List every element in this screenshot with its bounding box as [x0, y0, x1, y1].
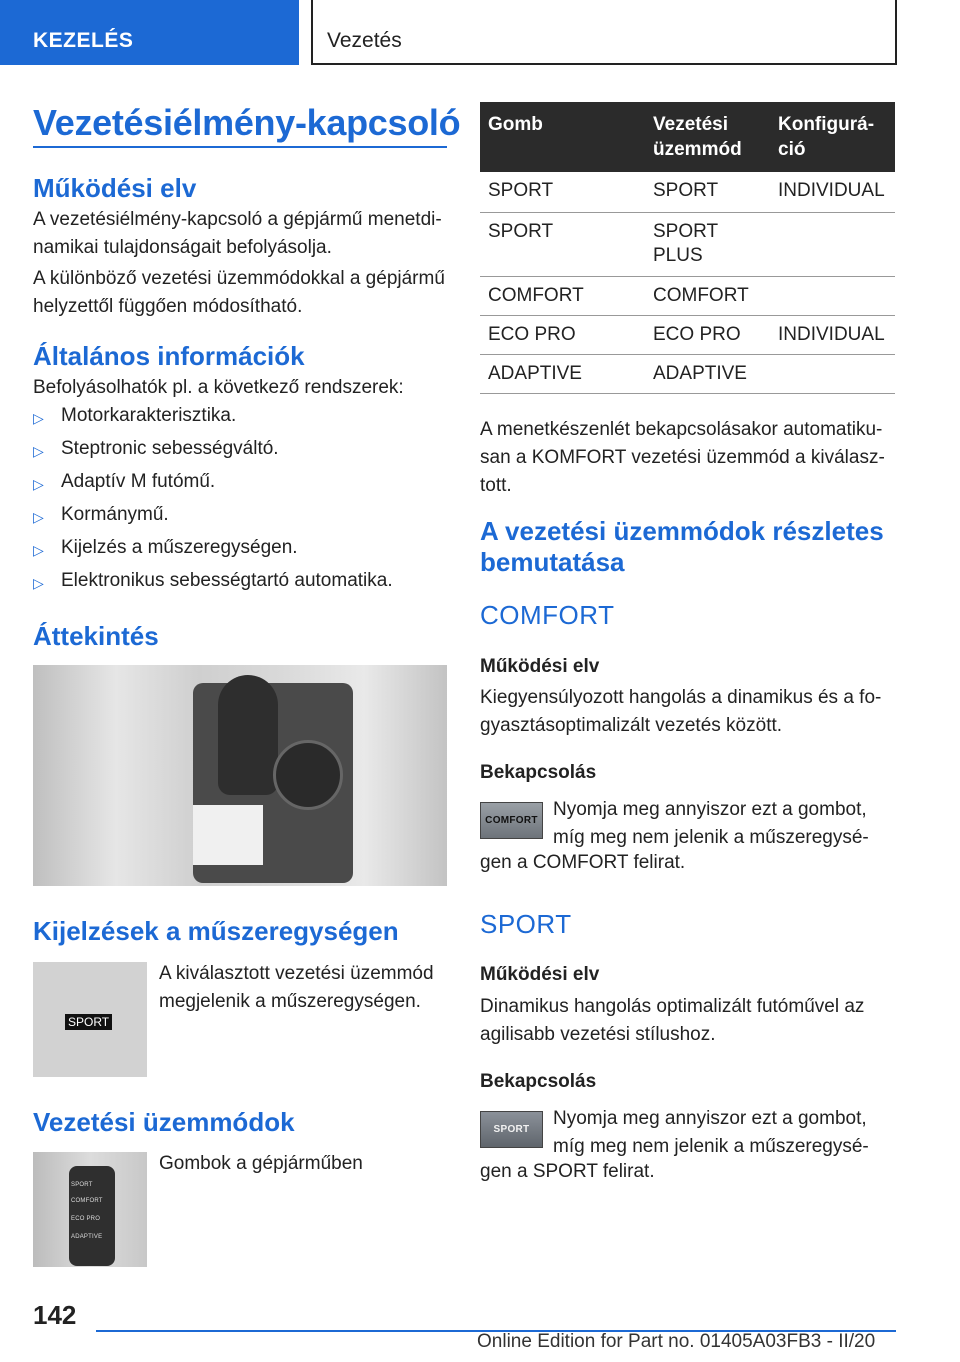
col-header-button: Gomb: [480, 102, 645, 172]
sport-button-image: SPORT: [480, 1111, 543, 1148]
list-item: ▷ Motorkarakterisztika.: [33, 405, 453, 438]
heading-details-1: A vezetési üzemmódok részletes: [480, 516, 884, 546]
triangle-bullet-icon: ▷: [33, 509, 44, 525]
panel-label-adaptive: ADAPTIVE: [71, 1234, 103, 1240]
table-header-row: [480, 102, 895, 172]
section-tab: [0, 0, 299, 65]
heading-general-info: Általános információk: [33, 341, 305, 371]
note-line-2: san a KOMFORT vezetési üzemmód a kiválasz-: [480, 447, 885, 468]
panel-label-sport: SPORT: [71, 1182, 93, 1188]
cluster-text-2: megjelenik a műszeregységen.: [159, 991, 421, 1012]
triangle-bullet-icon: ▷: [33, 542, 44, 558]
triangle-bullet-icon: ▷: [33, 575, 44, 591]
comfort-principle-heading: Működési elv: [480, 656, 600, 677]
sport-display-badge: SPORT: [65, 1014, 112, 1030]
controller-knob: [273, 740, 343, 810]
heading-working-principle: Működési elv: [33, 173, 197, 203]
sport-principle-1: Dinamikus hangolás optimalizált futóművel az: [480, 996, 865, 1017]
list-item: ▷ Elektronikus sebességtartó automatika.: [33, 570, 453, 603]
cell-mode: SPORT: [645, 172, 770, 212]
chapter-label: Vezetés: [327, 29, 402, 52]
cell-mode: SPORT PLUS: [645, 212, 770, 276]
cluster-display-image: [33, 962, 147, 1077]
cell-button: COMFORT: [480, 276, 645, 315]
cell-button: ADAPTIVE: [480, 354, 645, 393]
table-row: [480, 276, 895, 315]
systems-list: [33, 405, 453, 603]
cell-config: INDIVIDUAL: [770, 172, 895, 212]
sport-principle-heading: Működési elv: [480, 964, 600, 985]
heading-driving-modes: Vezetési üzemmódok: [33, 1107, 295, 1137]
cell-button: ECO PRO: [480, 315, 645, 354]
comfort-activate-1: Nyomja meg annyiszor ezt a gombot,: [553, 799, 867, 820]
cell-config: [770, 354, 895, 393]
comfort-button-image: COMFORT: [480, 802, 543, 839]
comfort-principle-1: Kiegyensúlyozott hangolás a dinamikus és a fo-: [480, 687, 882, 708]
principle-line-4: helyzettől függően módosítható.: [33, 296, 303, 317]
col-header-mode: Vezetési üzemmód: [645, 102, 770, 172]
cluster-text-1: A kiválasztott vezetési üzemmód: [159, 963, 434, 984]
mode-table: [480, 102, 895, 394]
comfort-activate-2: míg meg nem jelenik a műszeregysé-: [553, 827, 869, 848]
table-row: [480, 172, 895, 212]
table-row: [480, 315, 895, 354]
mode-buttons-photo: [33, 1152, 147, 1267]
list-item: ▷ Steptronic sebességváltó.: [33, 438, 453, 471]
heading-details-2: bemutatása: [480, 547, 625, 577]
gear-selector: [218, 675, 278, 795]
section-label: KEZELÉS: [33, 29, 134, 52]
chapter-tab: [311, 0, 897, 65]
sport-principle-2: agilisabb vezetési stílushoz.: [480, 1024, 716, 1045]
cell-config: [770, 276, 895, 315]
cell-button: SPORT: [480, 172, 645, 212]
comfort-principle-2: gyasztásoptimalizált vezetés között.: [480, 715, 783, 736]
col-header-config: Konfigurá- ció: [770, 102, 895, 172]
sport-activate-2: míg meg nem jelenik a műszeregysé-: [553, 1136, 869, 1157]
buttons-caption: Gombok a gépjárműben: [159, 1153, 363, 1174]
note-line-1: A menetkészenlét bekapcsolásakor automatiku-: [480, 419, 883, 440]
sport-activate-1: Nyomja meg annyiszor ezt a gombot,: [553, 1108, 867, 1129]
cell-config: INDIVIDUAL: [770, 315, 895, 354]
page-number: 142: [33, 1300, 77, 1330]
principle-line-2: namikai tulajdonságait befolyásolja.: [33, 237, 332, 258]
list-item: ▷ Kormánymű.: [33, 504, 453, 537]
edition-note: Online Edition for Part no. 01405A03FB3 - II/20: [477, 1331, 876, 1352]
cell-mode: COMFORT: [645, 276, 770, 315]
heading-overview: Áttekintés: [33, 621, 159, 651]
list-item: ▷ Kijelzés a műszeregységen.: [33, 537, 453, 570]
panel-label-eco-pro: ECO PRO: [71, 1216, 101, 1222]
cell-mode: ECO PRO: [645, 315, 770, 354]
storage-tray: [193, 805, 263, 865]
sport-activate-3: gen a SPORT felirat.: [480, 1161, 655, 1182]
triangle-bullet-icon: ▷: [33, 476, 44, 492]
cell-button: SPORT: [480, 212, 645, 276]
table-row: [480, 212, 895, 276]
general-intro: Befolyásolhatók pl. a következő rendszerek:: [33, 377, 404, 398]
comfort-activate-heading: Bekapcsolás: [480, 762, 597, 783]
panel-label-comfort: COMFORT: [71, 1198, 103, 1204]
page-title: Vezetésiélmény-kapcsoló: [33, 102, 461, 143]
table-row: [480, 354, 895, 393]
cell-config: [770, 212, 895, 276]
list-item: ▷ Adaptív M futómű.: [33, 471, 453, 504]
note-line-3: tott.: [480, 475, 512, 496]
heading-cluster-display: Kijelzések a műszeregységen: [33, 916, 399, 946]
principle-line-1: A vezetésiélmény-kapcsoló a gépjármű menetdi-: [33, 209, 442, 230]
center-console-photo: [33, 665, 447, 886]
sport-activate-heading: Bekapcsolás: [480, 1071, 597, 1092]
heading-comfort: COMFORT: [480, 600, 615, 630]
triangle-bullet-icon: ▷: [33, 410, 44, 426]
cell-mode: ADAPTIVE: [645, 354, 770, 393]
comfort-activate-3: gen a COMFORT felirat.: [480, 852, 686, 873]
heading-sport: SPORT: [480, 909, 572, 939]
title-underline: [33, 146, 447, 148]
principle-line-3: A különböző vezetési üzemmódokkal a gépjármű: [33, 268, 445, 289]
triangle-bullet-icon: ▷: [33, 443, 44, 459]
